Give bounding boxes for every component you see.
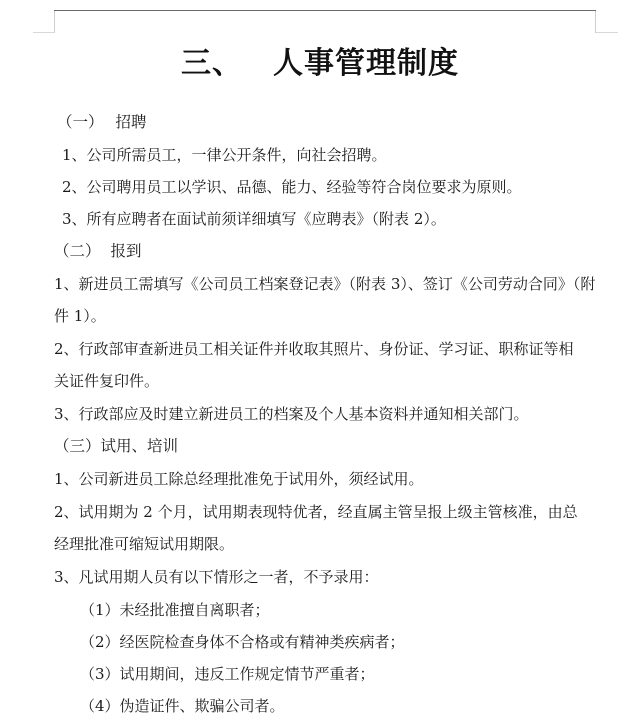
paragraph-line: 关证件复印件。	[54, 372, 160, 390]
left-corner-mark-horizontal	[33, 32, 55, 33]
page-title	[0, 38, 640, 82]
right-corner-mark-vertical	[595, 11, 596, 33]
paragraph-line: 1、公司所需员工，一律公开条件，向社会招聘。	[62, 146, 387, 164]
section-title: 报到	[110, 242, 142, 260]
right-corner-mark-horizontal	[596, 32, 618, 33]
sub-item: （4）伪造证件、欺骗公司者。	[80, 697, 285, 715]
paragraph-line: 3、凡试用期人员有以下情形之一者，不予录用：	[54, 568, 379, 586]
header-rule	[54, 10, 596, 11]
paragraph-line: 1、新进员工需填写《公司员工档案登记表》（附表 3）、签订《公司劳动合同》（附	[54, 275, 596, 293]
section-number: （三）	[54, 437, 101, 455]
section-heading-recruitment	[57, 112, 147, 132]
sub-item: （2）经医院检查身体不合格或有精神类疾病者；	[80, 633, 405, 651]
paragraph-line: 经理批准可缩短试用期限。	[54, 535, 235, 553]
paragraph-line: 件 1）。	[54, 307, 106, 325]
paragraph-line: 1、公司新进员工除总经理批准免于试用外，须经试用。	[54, 470, 424, 488]
paragraph-line: 2、行政部审查新进员工相关证件并收取其照片、身份证、学习证、职称证等相	[54, 340, 574, 358]
section-heading-onboarding	[54, 241, 142, 261]
title-number: 三、	[181, 46, 243, 81]
paragraph-line: 2、公司聘用员工以学识、品德、能力、经验等符合岗位要求为原则。	[62, 178, 522, 196]
section-title: 试用、培训	[100, 437, 179, 455]
section-heading-probation-training	[54, 436, 178, 456]
section-number: （二）	[54, 242, 101, 260]
section-number: （一）	[57, 113, 104, 131]
paragraph-line: 2、试用期为 2 个月，试用期表现特优者，经直属主管呈报上级主管核准，由总	[54, 503, 578, 521]
sub-item: （3）试用期间，违反工作规定情节严重者；	[80, 665, 375, 683]
paragraph-line: 3、行政部应及时建立新进员工的档案及个人基本资料并通知相关部门。	[54, 405, 529, 423]
title-text: 人事管理制度	[273, 46, 459, 81]
paragraph-line: 3、所有应聘者在面试前须详细填写《应聘表》（附表 2）。	[62, 210, 446, 228]
left-corner-mark-vertical	[54, 11, 55, 33]
sub-item: （1）未经批准擅自离职者；	[80, 601, 270, 619]
section-title: 招聘	[115, 113, 147, 131]
